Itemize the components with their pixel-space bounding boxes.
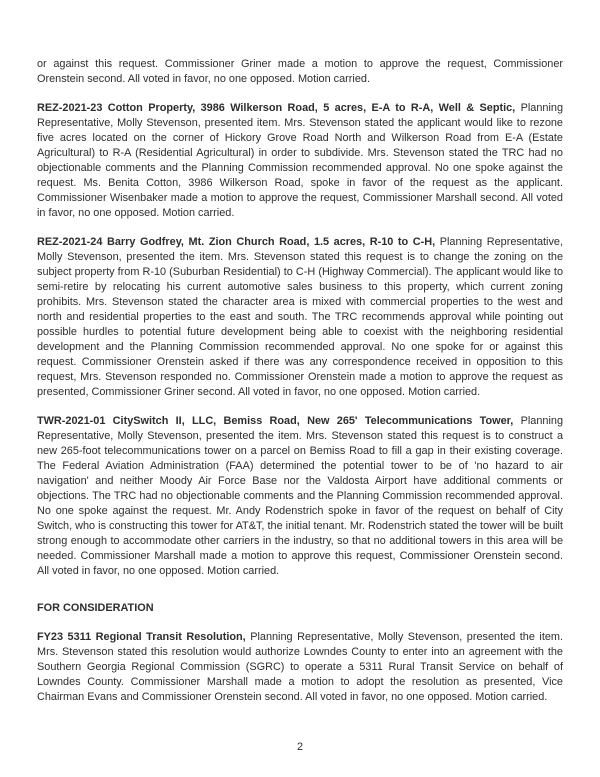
paragraph-text: Planning Representative, Molly Stevenson, presented the item. Mrs. Stevenson stated this request is to change the zoning on the subject property from R-10 (Suburban Residential) to C-H (Highway Commercial). The applicant would like to semi-retire by relocating his current automotive sales business to this property, which current zoning prohibits. Mrs. Stevenson stated the character area is mixed with commercial properties to the west and north and residential properties to the east and south. The TRC recommends approval while pointing out possible hurdles to potential future development being able to coexist with the neighboring residential development and the Planning Commission recommended approval. No one spoke for or against this request. Commissioner Orenstein asked if there was any correspondence received in opposition to this request, Mrs. Stevenson responded no. Commissioner Orenstein made a motion to approve the request as presented, Commissioner Griner second. All voted in favor, no one opposed. Motion carried. xyxy=(37,236,563,398)
paragraph-continuation xyxy=(37,57,563,87)
paragraph-rez-2021-23 xyxy=(37,101,563,221)
paragraph-text: Planning Representative, Molly Stevenson, presented the item. Mrs. Stevenson stated this request is to construct a new 265-foot telecommunications tower on a parcel on Bemiss Road to fill a gap in their existing coverage. The Federal Aviation Administration (FAA) determined the potential tower to be of 'no hazard to air navigation' and neither Moody Air Force Base nor the Valdosta Airport have additional comments or objections. The TRC had no objectionable comments and the Planning Commission recommended approval. No one spoke against the request. Mr. Andy Rodenstrich spoke in favor of the request on behalf of City Switch, who is constructing this tower for AT&T, the initial tenant. Mr. Rodenstrich stated the tower will be built strong enough to accommodate other carriers in the industry, so that no additional towers in this area will be needed. Commissioner Marshall made a motion to approve this request, Commissioner Orenstein second. All voted in favor, no one opposed. Motion carried. xyxy=(37,415,563,577)
item-heading-fy23-transit-resolution: FY23 5311 Regional Transit Resolution, xyxy=(37,631,246,643)
paragraph-text: Planning Representative, Molly Stevenson, presented the item. Mrs. Stevenson stated this resolution would authorize Lowndes County to enter into an agreement with the Southern Georgia Regional Commission (SGRC) to operate a 5311 Rural Transit Service on behalf of Lowndes County. Commissioner Marshall made a motion to adopt the resolution as presented, Vice Chairman Evans and Commissioner Orenstein second. All voted in favor, no one opposed. Motion carried. xyxy=(37,631,564,703)
item-heading-rez-2021-24: REZ-2021-24 Barry Godfrey, Mt. Zion Church Road, 1.5 acres, R-10 to C-H, xyxy=(37,236,436,248)
item-heading-rez-2021-23: REZ-2021-23 Cotton Property, 3986 Wilkerson Road, 5 acres, E-A to R-A, Well & Septic, xyxy=(37,102,516,114)
paragraph-text: Planning Representative, Molly Stevenson, presented item. Mrs. Stevenson stated the applicant would like to rezone five acres located on the corner of Hickory Grove Road North and Wilkerson Road from E-A (Estate Agricultural) to R-A (Residential Agricultural) in order to subdivide. Mrs. Stevenson stated the TRC had no objectionable comments and the Planning Commission recommended approval. No one spoke against the request. Ms. Benita Cotton, 3986 Wilkerson Road, spoke in favor of the request as the applicant. Commissioner Wisenbaker made a motion to approve the request, Commissioner Marshall second. All voted in favor, no one opposed. Motion carried. xyxy=(37,102,563,219)
paragraph-twr-2021-01 xyxy=(37,414,563,579)
section-heading-for-consideration: FOR CONSIDERATION xyxy=(37,602,154,614)
paragraph-fy23-transit-resolution xyxy=(37,630,563,705)
paragraph-rez-2021-24 xyxy=(37,235,563,400)
item-heading-twr-2021-01: TWR-2021-01 CitySwitch II, LLC, Bemiss Road, New 265' Telecommunications Tower, xyxy=(37,415,514,427)
paragraph-text: or against this request. Commissioner Griner made a motion to approve the request, Commissioner Orenstein second. All voted in favor, no one opposed. Motion carried. xyxy=(37,58,563,85)
page-number: 2 xyxy=(296,741,304,753)
